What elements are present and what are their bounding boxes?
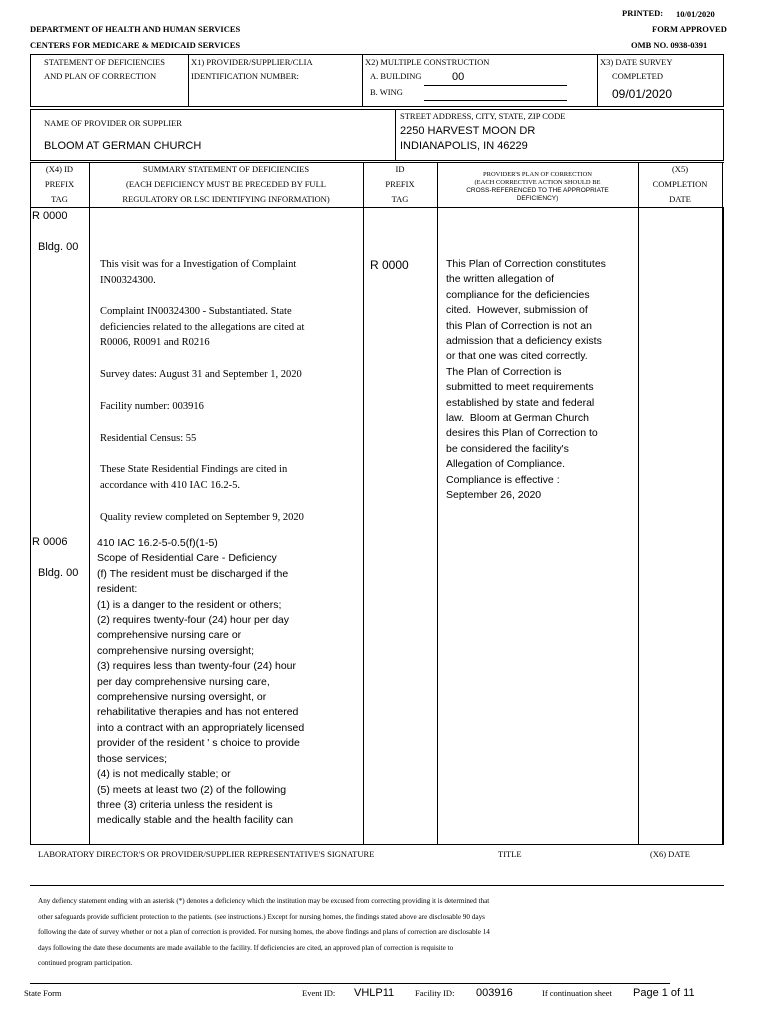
provider-bottom-border	[30, 160, 724, 161]
provider-top-border	[30, 109, 724, 110]
x2-label: X2) MULTIPLE CONSTRUCTION	[365, 57, 490, 67]
row1-id-tag: R 0000	[370, 258, 409, 272]
poc-header-1: PROVIDER'S PLAN OF CORRECTION	[483, 171, 592, 178]
footer-rule	[30, 983, 670, 984]
row2-prefix-tag: R 0006	[32, 536, 68, 548]
summary-paragraph: Facility number: 003916	[100, 401, 204, 412]
row2-summary: 410 IAC 16.2-5-0.5(f)(1-5) Scope of Residential Care - Deficiency (f) The resident must be discharged if the resident: (1) is a danger to the resident or others; (2) requires twenty-four (24) hour per day comprehensive nursing care or comprehensive nursing oversight; (3) requires less than twenty-four (24) hour per day comprehensive nursing care, comprehensive nursing oversight, or rehabilitative therapies and has not entered into a contract with an appropriately licensed provider of the resident ' s choice to provide those services; (4) is not medically stable; or (5) meets at least two (2) of the following three (3) criteria unless the resident is medically stable and the health facility can	[97, 537, 305, 827]
facility-id-value: 003916	[476, 987, 513, 999]
poc-header-4: DEFICIENCY)	[516, 195, 559, 202]
top-box-bottom-border	[30, 106, 724, 107]
provider-name-label: NAME OF PROVIDER OR SUPPLIER	[44, 118, 182, 128]
facility-id-label: Facility ID:	[415, 988, 455, 998]
summary-paragraph: Survey dates: August 31 and September 1, 2020	[100, 369, 302, 380]
building-value: 00	[452, 71, 465, 83]
x5-header-2: COMPLETION	[652, 179, 708, 189]
x2-divider	[362, 54, 363, 106]
provider-right-border	[723, 109, 724, 160]
statement-label-1: STATEMENT OF DEFICIENCIES	[44, 57, 166, 67]
wing-underline	[424, 100, 567, 101]
id-header-1: ID	[395, 164, 405, 174]
title-label: TITLE	[498, 849, 522, 859]
id-header-2: PREFIX	[385, 179, 415, 189]
wing-label: B. WING	[370, 87, 403, 97]
printed-label: PRINTED:	[622, 8, 664, 18]
signature-bottom-border	[30, 885, 724, 886]
building-underline	[424, 85, 567, 86]
table-left-border	[30, 162, 31, 844]
omb-number: OMB NO. 0938-0391	[631, 40, 708, 50]
summary-paragraph: Quality review completed on September 9, 2020	[100, 512, 304, 523]
row1-prefix-tag: R 0000	[32, 210, 68, 222]
table-header-bottom	[30, 207, 724, 208]
disclaimer-text: Any defiency statement ending with an asterisk (*) denotes a deficiency which the institution may be excused from correcting providing it is determined that other safeguards provide sufficient protection to the patients. (see instructions.) Except for nursing homes, the findings stated above are disclosable 90 days following the date of survey whether or not a plan of correction is provided. For nursing homes, the above findings and plans of correction are disclosable 14 days following the date these documents are made available to the facility. If deficiencies are cited, an approved plan of correction is requisite to continued program participation.	[38, 897, 490, 968]
x4-header-2: PREFIX	[44, 179, 75, 189]
x4-header-1: (X4) ID	[45, 164, 74, 174]
poc-header-3: CROSS-REFERENCED TO THE APPROPRIATE	[466, 187, 609, 194]
col-divider-3	[437, 162, 438, 844]
date-survey-completed: 09/01/2020	[612, 87, 673, 101]
row1-summary	[100, 257, 360, 526]
summary-paragraph: Residential Census: 55	[100, 433, 197, 444]
form-approved: FORM APPROVED	[652, 24, 727, 34]
id-header-3: TAG	[391, 194, 409, 204]
address-label: STREET ADDRESS, CITY, STATE, ZIP CODE	[400, 111, 566, 121]
department-name: DEPARTMENT OF HEALTH AND HUMAN SERVICES	[30, 24, 241, 34]
signature-label: LABORATORY DIRECTOR'S OR PROVIDER/SUPPLIER REPRESENTATIVE'S SIGNATURE	[38, 849, 375, 859]
x4-header-3: TAG	[51, 194, 68, 204]
top-box-right-border	[723, 54, 724, 106]
table-top-border	[30, 162, 724, 163]
provider-left-border	[30, 109, 31, 160]
x5-header-1: (X5)	[671, 164, 689, 174]
building-label: A. BUILDING	[370, 71, 422, 81]
continuation-label: If continuation sheet	[542, 988, 612, 998]
x5-header-3: DATE	[669, 194, 691, 204]
provider-divider	[395, 109, 396, 160]
x1-label-2: IDENTIFICATION NUMBER:	[191, 71, 299, 81]
col-divider-4	[638, 162, 639, 844]
summary-paragraph: This visit was for a Investigation of Complaint IN00324300.	[100, 259, 297, 286]
col-divider-1	[89, 162, 90, 844]
top-box-left-border	[30, 54, 31, 106]
x3-divider	[597, 54, 598, 106]
signature-top-border	[30, 844, 724, 845]
event-id-label: Event ID:	[302, 988, 336, 998]
printed-date: 10/01/2020	[676, 9, 715, 19]
row1-plan-of-correction: This Plan of Correction constitutes the written allegation of compliance for the deficiencies cited. However, submission of this Plan of Correction is not an admission that a deficiency exists or that one was cited correctly. The Plan of Correction is submitted to meet requirements established by state and federal law. Bloom at German Church desires this Plan of Correction to be considered the facility's Allegation of Compliance. Compliance is effective : September 26, 2020	[446, 258, 606, 502]
centers-name: CENTERS FOR MEDICARE & MEDICAID SERVICES	[30, 40, 241, 50]
row2-building: Bldg. 00	[38, 567, 79, 579]
col-divider-2	[363, 162, 364, 844]
x3-label-1: X3) DATE SURVEY	[600, 57, 673, 67]
street-address: 2250 HARVEST MOON DR	[400, 125, 536, 137]
summary-paragraph: Complaint IN00324300 - Substantiated. State deficiencies related to the allegations are cited at R0006, R0091 and R0216	[100, 306, 305, 348]
table-right-thick-border	[722, 207, 724, 844]
top-box-top-border	[30, 54, 724, 55]
statement-label-2: AND PLAN OF CORRECTION	[44, 71, 157, 81]
summary-header-1: SUMMARY STATEMENT OF DEFICIENCIES	[142, 164, 310, 174]
city-state-zip: INDIANAPOLIS, IN 46229	[400, 140, 528, 152]
date-label: (X6) DATE	[650, 849, 690, 859]
event-id-value: VHLP11	[354, 987, 395, 999]
page-number: Page 1 of 11	[633, 987, 695, 999]
x1-label-1: X1) PROVIDER/SUPPLIER/CLIA	[191, 57, 313, 67]
state-form-label: State Form	[24, 988, 62, 998]
row1-building: Bldg. 00	[38, 241, 79, 253]
summary-header-3: REGULATORY OR LSC IDENTIFYING INFORMATION)	[122, 194, 330, 204]
provider-name: BLOOM AT GERMAN CHURCH	[44, 140, 202, 152]
summary-header-2: (EACH DEFICIENCY MUST BE PRECEDED BY FULL	[126, 179, 326, 189]
summary-paragraph: These State Residential Findings are cited in accordance with 410 IAC 16.2-5.	[100, 464, 288, 491]
x1-divider	[188, 54, 189, 106]
x3-label-2: COMPLETED	[612, 71, 663, 81]
poc-header-2: (EACH CORRECTIVE ACTION SHOULD BE	[474, 179, 601, 186]
